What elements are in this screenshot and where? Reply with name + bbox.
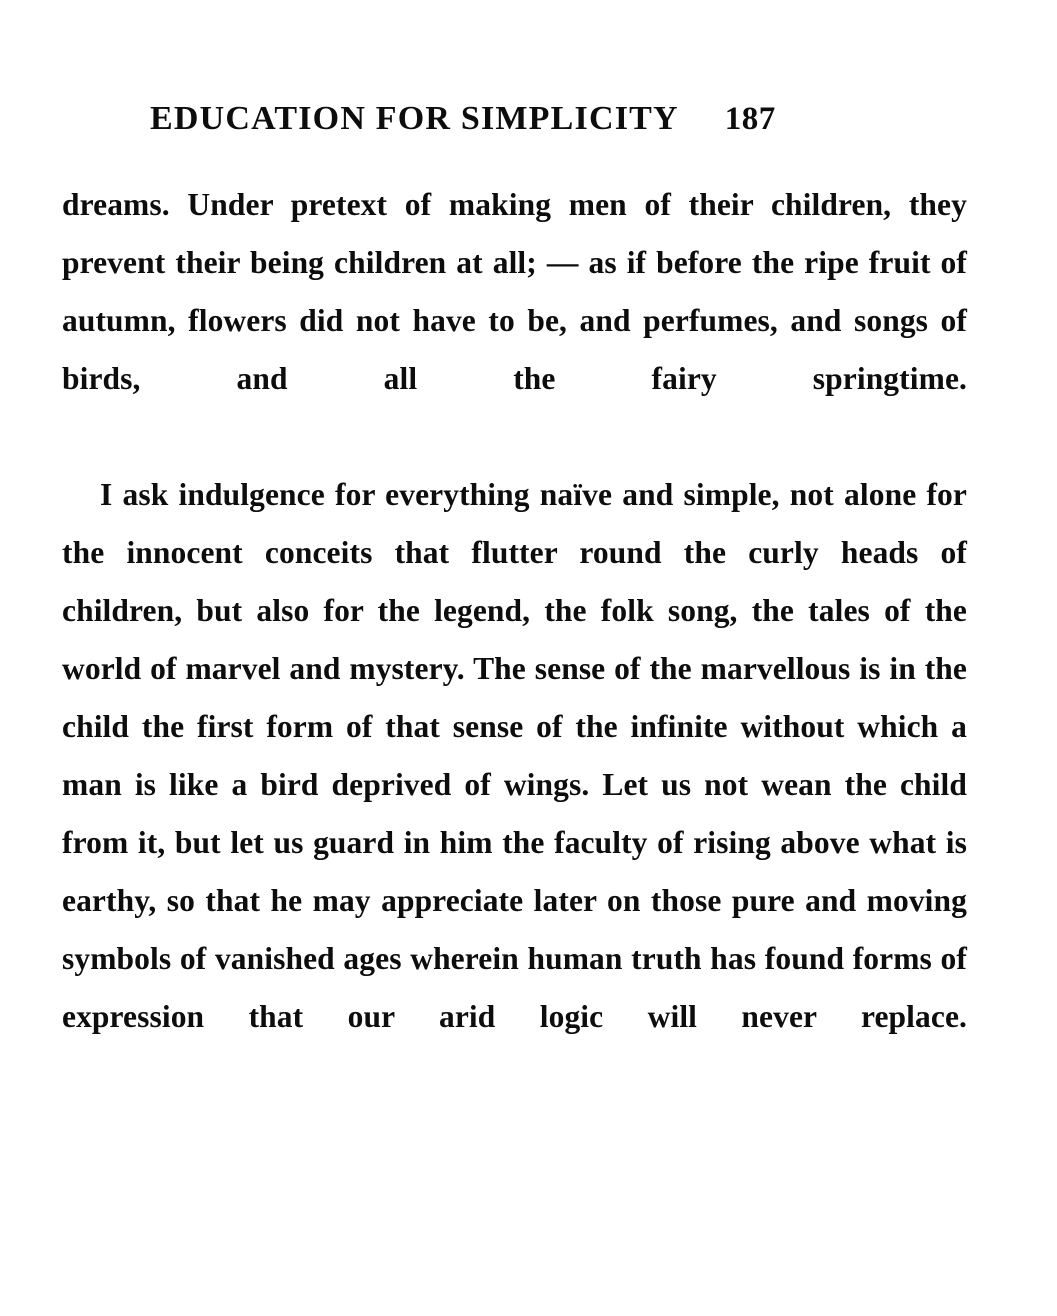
paragraph-2: I ask indulgence for everything naïve and simple, not alone for the innocent conceits that flutter round the curly heads of children, but also for the legend, the folk song, the tales of the world of marvel and mystery. The sense of the marvellous is in the child the first form of that sense of the infinite without which a man is like a bird deprived of wings. Let us not wean the child from it, but let us guard in him the faculty of rising above what is earthy, so that he may appreciate later on those pure and moving symbols of vanished ages wherein human truth has found forms of expression that our arid logic will never replace. (62, 477, 967, 1034)
paragraph-1: dreams. Under pretext of making men of their children, they prevent their being children at all; — as if before the ripe fruit of autumn, flowers did not have to be, and perfumes, and songs of birds, and all the fairy springtime. (62, 187, 967, 396)
page-title: EDUCATION FOR SIMPLICITY (150, 100, 679, 137)
running-head (150, 100, 970, 138)
body-text (62, 176, 967, 1104)
page-number: 187 (724, 101, 776, 137)
